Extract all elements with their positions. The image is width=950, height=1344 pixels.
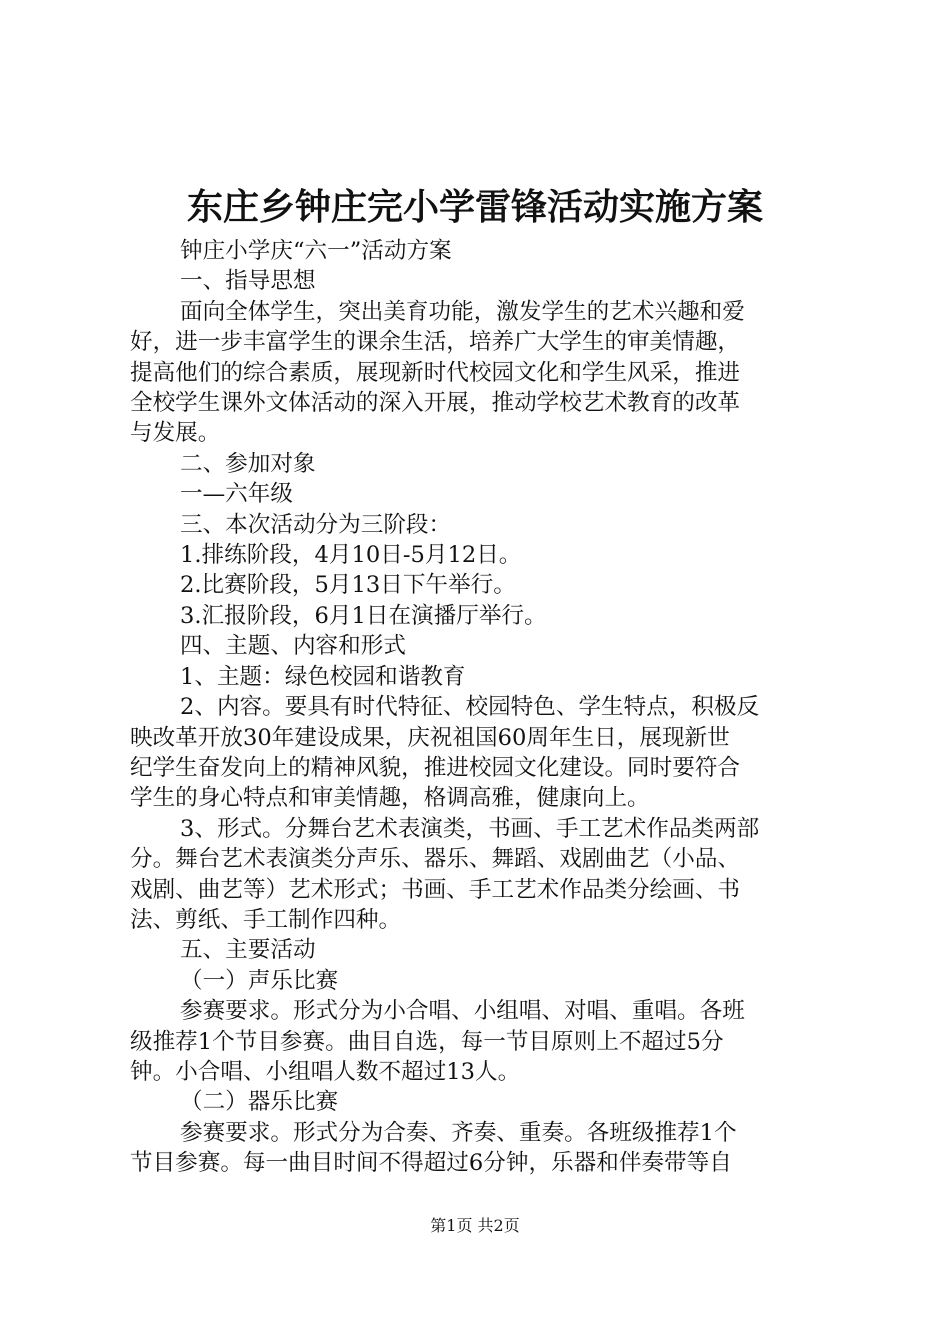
text-line: 好，进一步丰富学生的课余生活，培养广大学生的审美情趣， xyxy=(130,329,741,356)
text-line: 提高他们的综合素质，展现新时代校园文化和学生风采，推进 xyxy=(130,359,741,386)
page-title: 东庄乡钟庄完小学雷锋活动实施方案 xyxy=(186,187,763,228)
text-line: 2.比赛阶段，5月13日下午举行。 xyxy=(180,572,516,599)
text-line: 戏剧、曲艺等）艺术形式；书画、手工艺术作品类分绘画、书 xyxy=(130,876,741,903)
text-line: 全校学生课外文体活动的深入开展，推动学校艺术教育的改革 xyxy=(130,390,741,417)
text-line: （二）器乐比赛 xyxy=(180,1089,339,1116)
text-line: 1、主题：绿色校园和谐教育 xyxy=(180,663,466,690)
text-line: 级推荐1个节目参赛。曲目自选，每一节目原则上不超过5分 xyxy=(130,1028,724,1055)
text-line: 2、内容。要具有时代特征、校园特色、学生特点，积极反 xyxy=(180,694,760,721)
text-line: 法、剪纸、手工制作四种。 xyxy=(130,906,402,933)
text-line: 三、本次活动分为三阶段： xyxy=(180,511,452,538)
text-line: （一）声乐比赛 xyxy=(180,967,339,994)
text-line: 节目参赛。每一曲目时间不得超过6分钟，乐器和伴奏带等自 xyxy=(130,1150,732,1177)
text-line: 参赛要求。形式分为小合唱、小组唱、对唱、重唱。各班 xyxy=(180,998,745,1025)
text-line: 参赛要求。形式分为合奏、齐奏、重奏。各班级推荐1个 xyxy=(180,1119,737,1146)
text-line: 一、指导思想 xyxy=(180,268,316,295)
text-line: 二、参加对象 xyxy=(180,450,316,477)
text-line: 四、主题、内容和形式 xyxy=(180,633,406,660)
text-line: 钟庄小学庆“六一”活动方案 xyxy=(180,238,452,264)
text-line: 学生的身心特点和审美情趣，格调高雅，健康向上。 xyxy=(130,785,650,812)
document-body xyxy=(130,236,830,1179)
text-line: 面向全体学生，突出美育功能，激发学生的艺术兴趣和爱 xyxy=(180,298,745,325)
text-line: 分。舞台艺术表演类分声乐、器乐、舞蹈、戏剧曲艺（小品、 xyxy=(130,846,741,873)
text-line: 3、形式。分舞台艺术表演类，书画、手工艺术作品类两部 xyxy=(180,815,760,842)
text-line: 与发展。 xyxy=(130,420,221,447)
text-line: 1.排练阶段，4月10日-5月12日。 xyxy=(180,542,522,569)
text-line: 钟。小合唱、小组唱人数不超过13人。 xyxy=(130,1058,521,1085)
text-line: 五、主要活动 xyxy=(180,937,316,964)
text-line: 3.汇报阶段，6月1日在演播厅举行。 xyxy=(180,602,547,629)
text-line: 映改革开放30年建设成果，庆祝祖国60周年生日，展现新世 xyxy=(130,724,730,751)
text-line: 纪学生奋发向上的精神风貌，推进校园文化建设。同时要符合 xyxy=(130,754,741,781)
page-footer: 第1页 共2页 xyxy=(430,1216,520,1235)
text-line: 一—六年级 xyxy=(180,481,293,508)
